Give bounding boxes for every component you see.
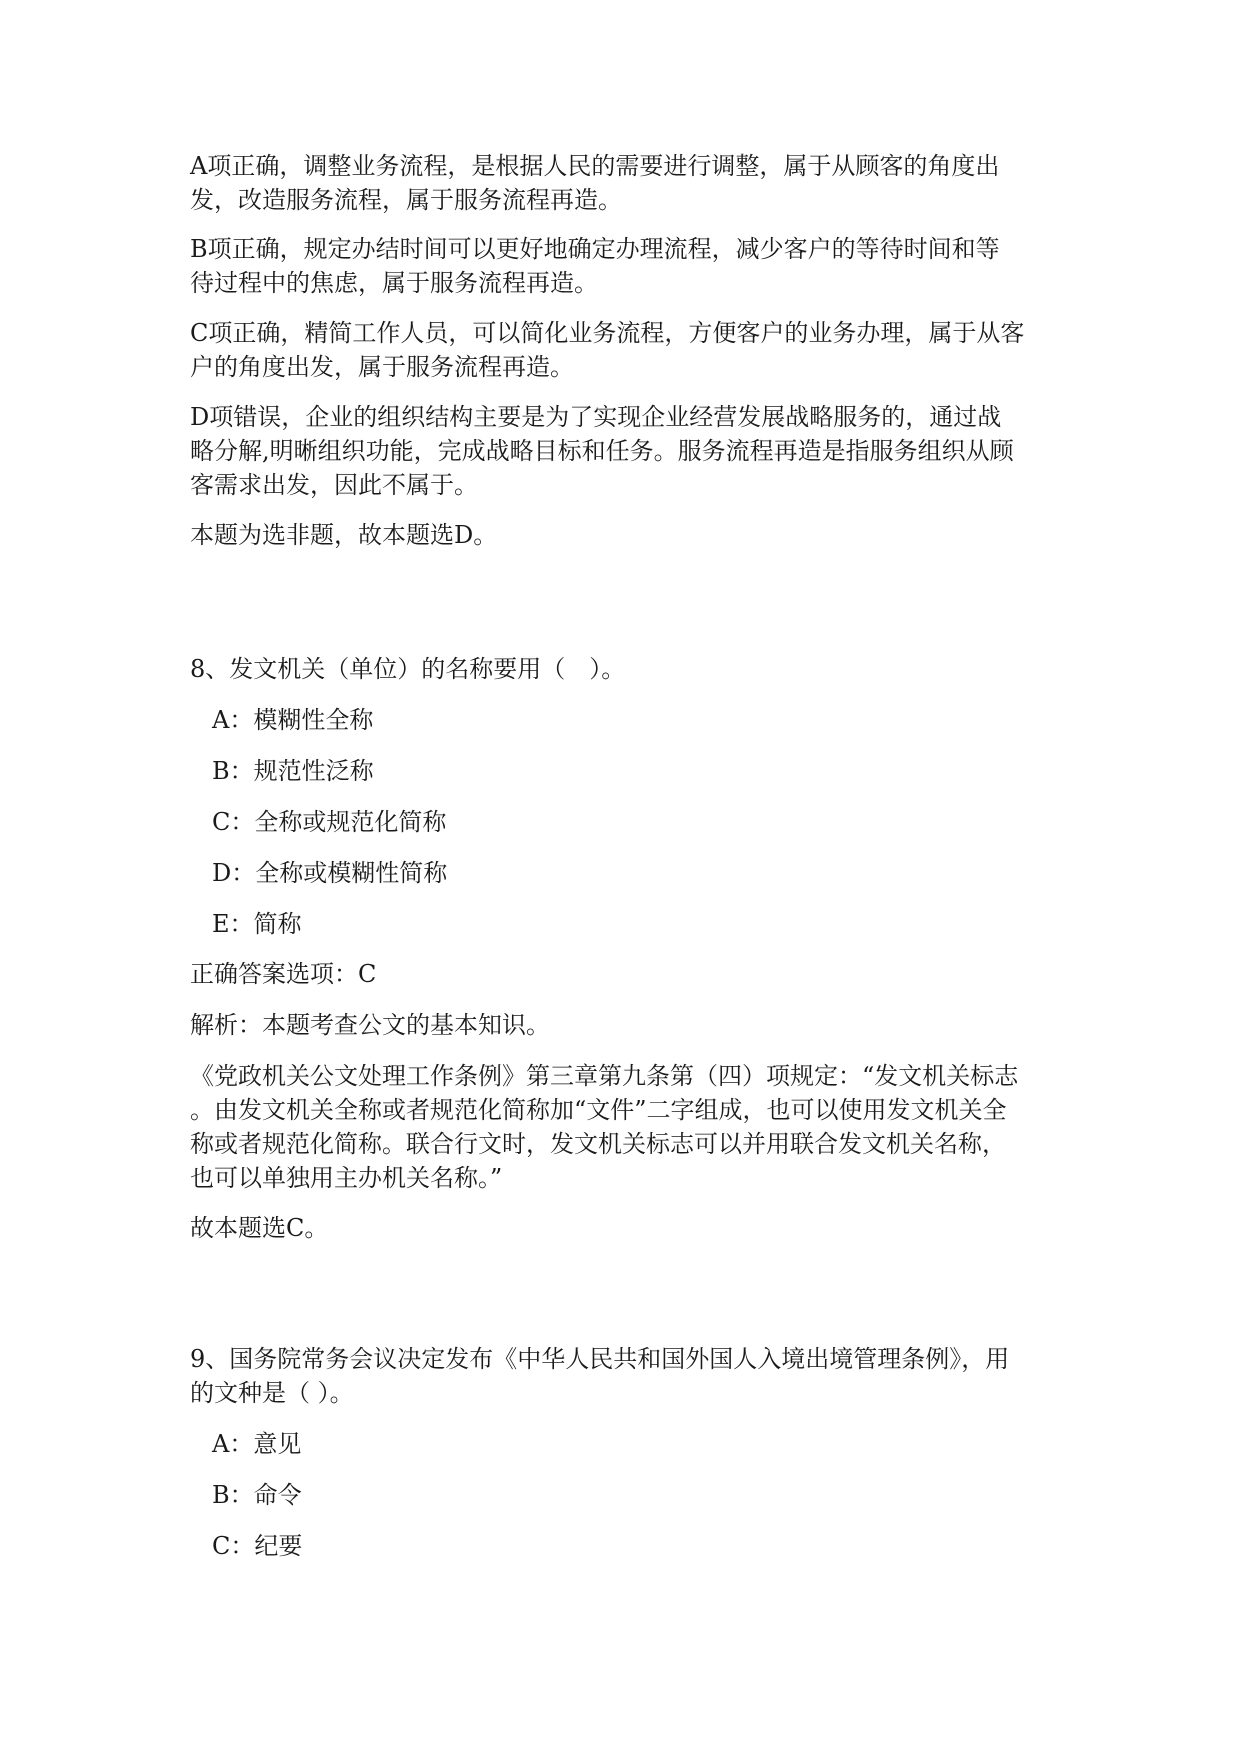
explanation-b: B项正确，规定办结时间可以更好地确定办理流程，减少客户的等待时间和等 待过程中的焦虑，属于服务流程再造。 [190,235,1000,297]
question-9-stem: 9、国务院常务会议决定发布《中华人民共和国外国人入境出境管理条例》，用 的文种是（ ）。 [190,1345,1010,1407]
question-8-stem: 8、发文机关（单位）的名称要用（ ）。 [190,655,626,683]
explanation-c: C项正确，精简工作人员，可以简化业务流程，方便客户的业务办理，属于从客 户的角度出发，属于服务流程再造。 [190,319,1025,381]
explanation-a: A项正确，调整业务流程，是根据人民的需要进行调整，属于从顾客的角度出 发，改造服务流程，属于服务流程再造。 [190,152,1000,214]
question-9-option-a: A：意见 [212,1430,302,1458]
question-8-conclusion: 故本题选C。 [190,1214,329,1242]
question-8-option-e: E：简称 [212,910,302,938]
question-8-answer: 正确答案选项：C [190,960,377,988]
question-9-option-c: C：纪要 [212,1532,303,1560]
question-8-quote: 《党政机关公文处理工作条例》第三章第九条第（四）项规定：“发文机关标志 。由发文机关全称或者规范化简称加“文件”二字组成，也可以使用发文机关全 称或者规范化简称。联合行文时，发文机关标志可以并用联合发文机关名称， 也可以单独用主办机关名称。” [190,1062,1019,1192]
question-8-option-b: B：规范性泛称 [212,757,374,785]
explanation-d: D项错误，企业的组织结构主要是为了实现企业经营发展战略服务的，通过战 略分解,明晰组织功能，完成战略目标和任务。服务流程再造是指服务组织从顾 客需求出发，因此不属于。 [190,403,1014,499]
question-9-option-b: B：命令 [212,1481,302,1509]
question-8-option-c: C：全称或规范化简称 [212,808,447,836]
question-8-analysis: 解析：本题考查公文的基本知识。 [190,1011,550,1039]
explanation-conclusion: 本题为选非题，故本题选D。 [190,521,498,549]
question-8-option-d: D：全称或模糊性简称 [212,859,448,887]
question-8-option-a: A：模糊性全称 [212,706,374,734]
